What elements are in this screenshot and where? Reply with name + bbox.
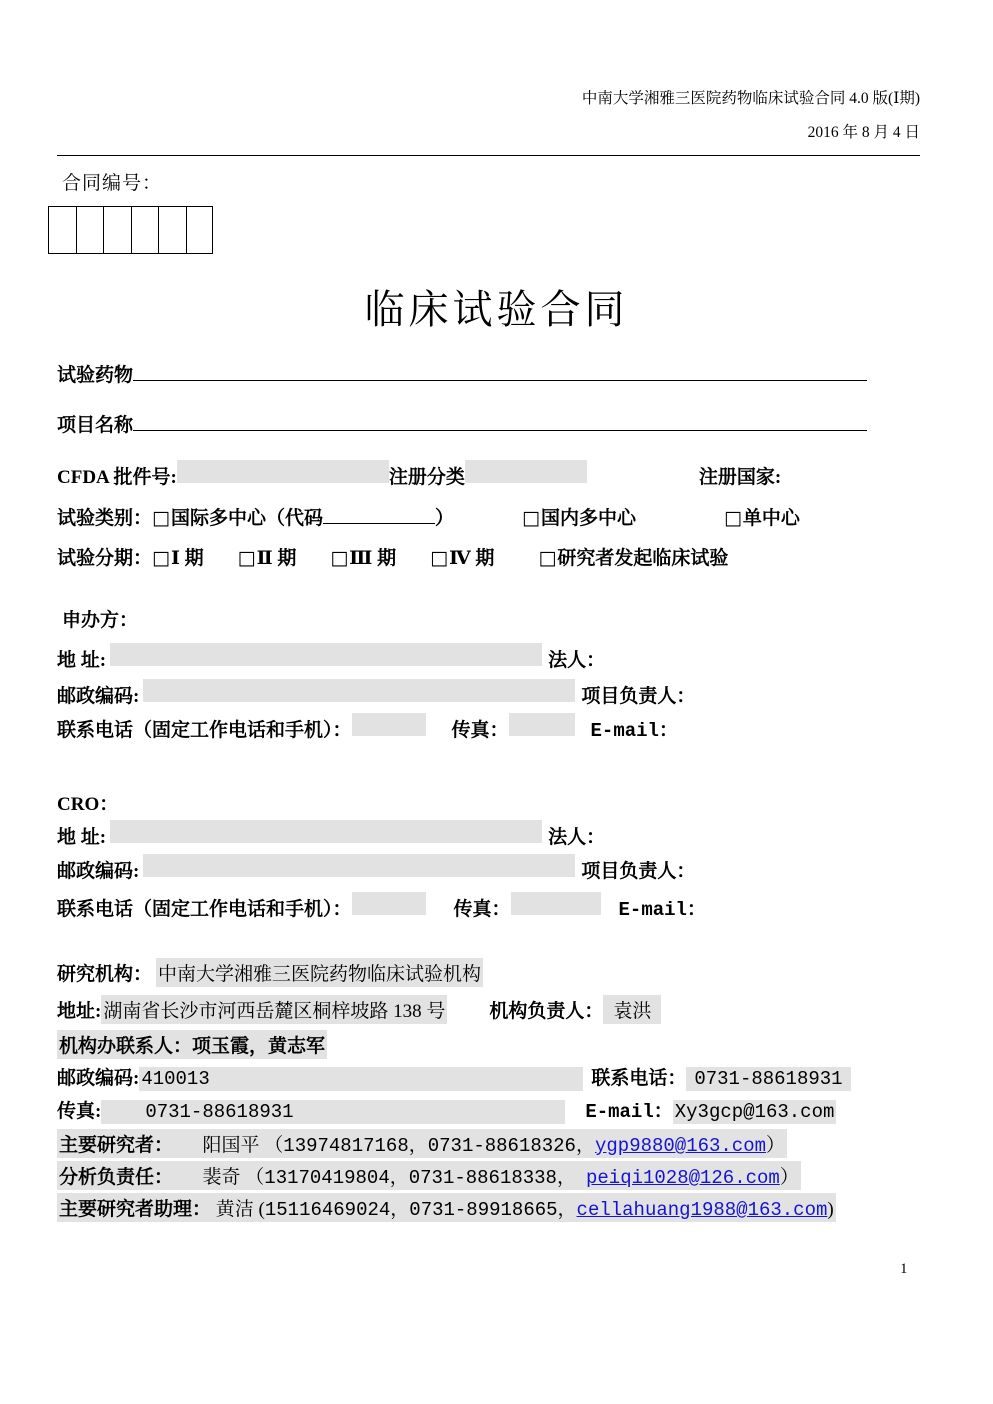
- institution-director-value[interactable]: 袁洪: [603, 995, 661, 1024]
- cro-section-label: CRO：: [57, 794, 119, 815]
- registration-country-label: 注册国家:: [698, 467, 782, 488]
- sponsor-phone-input[interactable]: [352, 713, 426, 736]
- field-row-principal-investigator: [57, 1129, 787, 1158]
- field-row-institution-address: [57, 995, 661, 1024]
- contract-number-label: 合同编号：: [62, 173, 163, 194]
- analysis-lead-block[interactable]: [57, 1161, 801, 1190]
- field-row-sponsor-address: [57, 643, 605, 672]
- field-row-sponsor-phone: [57, 713, 678, 742]
- sponsor-section-label: 申办方：: [62, 610, 139, 631]
- document-version-line: 中南大学湘雅三医院药物临床试验合同 4.0 版(Ⅰ期): [581, 90, 920, 107]
- cfda-approval-label: CFDA 批件号:: [57, 467, 177, 488]
- institution-email-label: E-mail：: [585, 1101, 673, 1123]
- checkbox-phase-3[interactable]: □: [330, 547, 349, 569]
- office-contact-label: 机构办联系人：: [59, 1036, 193, 1057]
- cro-phone-input[interactable]: [352, 892, 426, 915]
- cro-email-label: E-mail：: [618, 899, 706, 921]
- principal-investigator-office-phone: 0731-88618326: [427, 1135, 576, 1157]
- trial-type-option-label: 国内多中心: [540, 508, 636, 529]
- field-row-institution-fax: [57, 1096, 836, 1124]
- contract-number-boxes[interactable]: [48, 206, 213, 254]
- contract-number-cell[interactable]: [158, 206, 186, 254]
- investigator-assistant-name: 黄洁: [215, 1199, 254, 1220]
- page-header: [57, 86, 920, 146]
- paren-close: ): [827, 1199, 834, 1220]
- sponsor-fax-input[interactable]: [509, 713, 575, 736]
- trial-phase-label: 试验分期：: [57, 548, 153, 569]
- cro-fax-label: 传真：: [453, 899, 511, 920]
- international-multicenter-code-input[interactable]: [323, 503, 435, 524]
- separator: ，: [556, 1167, 576, 1188]
- institution-email-value[interactable]: Xy3gcp@163.com: [674, 1101, 835, 1123]
- sponsor-email-label: E-mail：: [590, 720, 678, 742]
- principal-investigator-label: 主要研究者：: [59, 1135, 174, 1156]
- checkbox-phase-2[interactable]: □: [237, 547, 256, 569]
- institution-address-value[interactable]: 湖南省长沙市河西岳麓区桐梓坡路 138 号: [101, 995, 447, 1024]
- cfda-approval-input[interactable]: [177, 460, 389, 483]
- trial-drug-label: 试验药物: [57, 365, 134, 386]
- sponsor-address-label: 地 址:: [57, 650, 107, 671]
- field-row-investigator-assistant: [57, 1193, 836, 1222]
- paren-close: ）: [766, 1135, 786, 1156]
- sponsor-fax-label: 传真：: [451, 720, 509, 741]
- principal-investigator-name: 阳国平: [202, 1135, 260, 1156]
- project-name-label: 项目名称: [57, 415, 134, 436]
- trial-phase-option-label: Ⅲ 期: [349, 548, 397, 569]
- analysis-lead-mobile: 13170419804: [264, 1167, 390, 1189]
- principal-investigator-block[interactable]: [57, 1129, 787, 1158]
- header-divider: [57, 155, 920, 156]
- project-name-input[interactable]: [133, 410, 867, 431]
- field-row-institution-postcode: [57, 1063, 851, 1091]
- trial-type-label: 试验类别：: [57, 508, 153, 529]
- separator: ，: [557, 1199, 577, 1220]
- checkbox-domestic-multicenter[interactable]: □: [522, 507, 540, 529]
- institution-postcode-label: 邮政编码:: [57, 1068, 140, 1089]
- analysis-lead-office-phone: 0731-88618338: [408, 1167, 557, 1189]
- field-row-cro-address: [57, 820, 605, 849]
- institution-postcode-value[interactable]: 410013: [139, 1067, 583, 1091]
- investigator-assistant-label: 主要研究者助理：: [59, 1199, 212, 1220]
- cro-address-label: 地 址:: [57, 827, 107, 848]
- trial-type-option-label: 单中心: [742, 508, 800, 529]
- separator: ，: [575, 1135, 595, 1156]
- checkbox-international-multicenter[interactable]: □: [152, 507, 170, 529]
- principal-investigator-mobile: 13974817168: [283, 1135, 409, 1157]
- investigator-assistant-email-link[interactable]: cellahuang1988@163.com: [576, 1199, 828, 1221]
- field-row-sponsor-postcode: [57, 679, 695, 708]
- investigator-assistant-office-phone: 0731-89918665: [409, 1199, 558, 1221]
- field-row-institution: [57, 958, 483, 987]
- field-row-project-name: [57, 410, 867, 437]
- trial-phase-option-label: Ⅱ 期: [256, 548, 297, 569]
- sponsor-phone-label: 联系电话（固定工作电话和手机）：: [57, 720, 352, 741]
- field-row-trial-phase: [57, 543, 728, 570]
- analysis-lead-email-link[interactable]: peiqi1028@126.com: [585, 1167, 780, 1189]
- sponsor-postcode-label: 邮政编码:: [57, 686, 140, 707]
- separator: ，: [389, 1167, 409, 1188]
- principal-investigator-email-link[interactable]: ygp9880@163.com: [594, 1135, 767, 1157]
- cro-address-input[interactable]: [110, 820, 542, 843]
- cro-legal-person-label: 法人：: [548, 827, 606, 848]
- analysis-lead-name: 裴奇: [202, 1167, 241, 1188]
- trial-type-option-suffix: ）: [434, 508, 454, 529]
- registration-class-input[interactable]: [465, 460, 587, 483]
- institution-phone-value[interactable]: 0731-88618931: [686, 1067, 850, 1091]
- page-title: 临床试验合同: [364, 287, 629, 332]
- contract-number-cell[interactable]: [48, 206, 76, 254]
- paren-open: （: [245, 1167, 265, 1188]
- cro-project-manager-label: 项目负责人：: [581, 861, 696, 882]
- field-row-cro-phone: [57, 892, 706, 921]
- office-contact-value: 项玉霞，黄志军: [192, 1036, 326, 1057]
- institution-fax-label: 传真:: [57, 1101, 102, 1122]
- trial-drug-input[interactable]: [133, 360, 867, 381]
- document-date-line: 2016 年 8 月 4 日: [807, 124, 920, 141]
- page-number: 1: [900, 1261, 908, 1277]
- sponsor-postcode-input[interactable]: [143, 679, 575, 702]
- registration-class-label: 注册分类: [388, 467, 465, 488]
- contract-number-cell[interactable]: [103, 206, 131, 254]
- institution-director-label: 机构负责人：: [489, 1001, 604, 1022]
- contract-number-cell[interactable]: [76, 206, 104, 254]
- analysis-lead-label: 分析负责任：: [59, 1167, 174, 1188]
- sponsor-project-manager-label: 项目负责人：: [581, 686, 696, 707]
- checkbox-single-center[interactable]: □: [723, 507, 742, 529]
- field-row-trial-drug: [57, 360, 867, 387]
- institution-label: 研究机构：: [57, 964, 153, 985]
- separator: ，: [408, 1135, 428, 1156]
- cro-postcode-label: 邮政编码:: [57, 861, 140, 882]
- cro-postcode-input[interactable]: [143, 854, 575, 877]
- investigator-assistant-mobile: 15116469024: [264, 1199, 391, 1221]
- institution-phone-label: 联系电话：: [591, 1068, 687, 1089]
- trial-type-option-label: 国际多中心（代码: [170, 508, 323, 529]
- cro-fax-input[interactable]: [511, 892, 601, 915]
- sponsor-address-input[interactable]: [110, 643, 542, 666]
- trial-phase-option-label: Ⅰ 期: [170, 548, 204, 569]
- institution-name-value[interactable]: 中南大学湘雅三医院药物临床试验机构: [156, 958, 483, 987]
- checkbox-phase-4[interactable]: □: [430, 547, 449, 569]
- field-row-cro-postcode: [57, 854, 695, 883]
- contract-number-cell[interactable]: [186, 206, 214, 254]
- investigator-assistant-block[interactable]: [57, 1193, 836, 1222]
- institution-address-label: 地址:: [57, 1001, 102, 1022]
- contract-number-cell[interactable]: [131, 206, 159, 254]
- separator: ，: [390, 1199, 410, 1220]
- checkbox-investigator-initiated[interactable]: □: [538, 547, 557, 569]
- cro-phone-label: 联系电话（固定工作电话和手机）：: [57, 899, 352, 920]
- paren-open: （: [264, 1135, 284, 1156]
- office-contact-block[interactable]: [57, 1030, 327, 1059]
- trial-phase-option-label: Ⅳ 期: [449, 548, 495, 569]
- paren-open: (: [258, 1199, 265, 1220]
- institution-fax-value[interactable]: 0731-88618931: [101, 1100, 565, 1124]
- paren-close: ）: [779, 1167, 799, 1188]
- field-row-cfda: [57, 460, 781, 489]
- field-row-analysis-lead: [57, 1161, 801, 1190]
- trial-phase-option-label: 研究者发起临床试验: [557, 548, 729, 569]
- field-row-trial-type: [57, 503, 800, 530]
- checkbox-phase-1[interactable]: □: [152, 547, 170, 569]
- sponsor-legal-person-label: 法人：: [548, 650, 606, 671]
- field-row-office-contact: [57, 1030, 327, 1059]
